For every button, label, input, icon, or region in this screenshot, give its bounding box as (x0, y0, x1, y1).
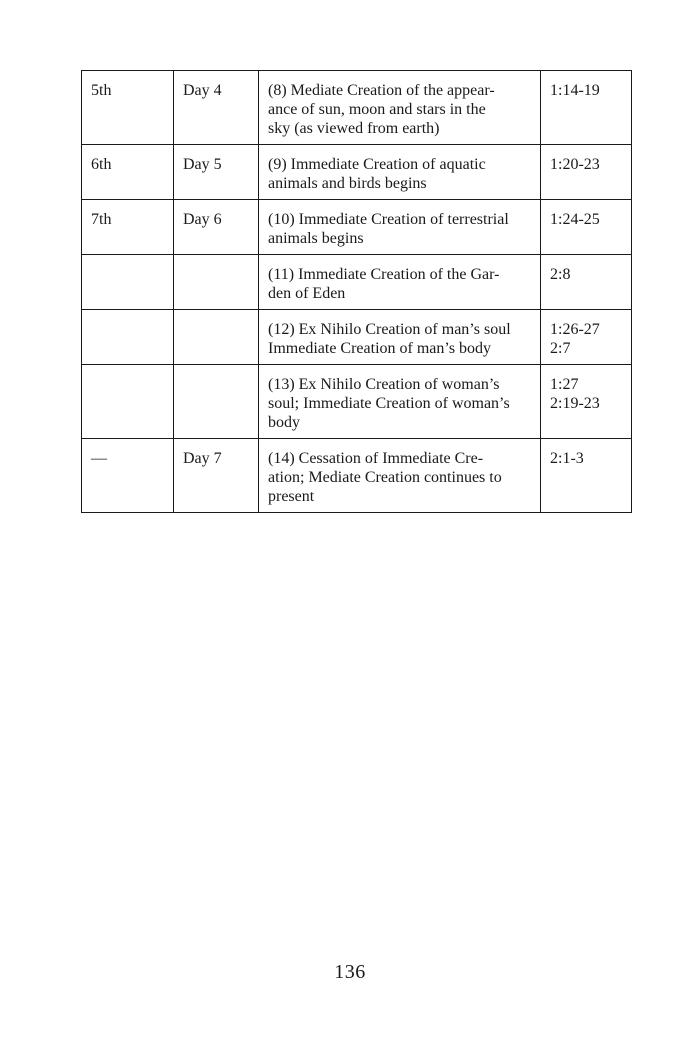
day-cell (174, 255, 259, 310)
day-cell (174, 365, 259, 439)
event-cell (259, 310, 541, 365)
event-line: ance of sun, moon and stars in the (268, 101, 486, 118)
table-row (82, 71, 632, 145)
event-line: Immediate Creation of man’s body (268, 340, 492, 357)
event-cell (259, 365, 541, 439)
reference-line: 1:14-19 (550, 82, 600, 99)
event-line: den of Eden (268, 285, 346, 302)
table-row (82, 365, 632, 439)
reference-cell (541, 71, 632, 145)
day-cell (174, 310, 259, 365)
day-cell: Day 7 (174, 439, 259, 513)
reference-line: 1:20-23 (550, 156, 600, 173)
reference-line: 1:24-25 (550, 211, 600, 228)
event-cell (259, 200, 541, 255)
reference-cell (541, 145, 632, 200)
reference-cell (541, 310, 632, 365)
day-cell: Day 5 (174, 145, 259, 200)
event-cell (259, 145, 541, 200)
reference-line: 2:7 (550, 340, 571, 357)
page-number: 136 (334, 961, 366, 983)
reference-cell (541, 200, 632, 255)
event-cell (259, 439, 541, 513)
creation-table (81, 70, 632, 513)
event-cell (259, 255, 541, 310)
event-line: soul; Immediate Creation of woman’s (268, 395, 510, 412)
reference-cell (541, 255, 632, 310)
event-line: body (268, 414, 300, 431)
period-cell: 5th (82, 71, 174, 145)
period-cell (82, 365, 174, 439)
event-line: (14) Cessation of Immediate Cre- (268, 450, 484, 467)
reference-line: 2:8 (550, 266, 571, 283)
event-line: (8) Mediate Creation of the appear- (268, 82, 495, 99)
event-line: present (268, 488, 315, 505)
event-line: animals begins (268, 230, 364, 247)
table-row (82, 439, 632, 513)
day-cell: Day 6 (174, 200, 259, 255)
period-cell (82, 310, 174, 365)
table-row (82, 310, 632, 365)
day-cell: Day 4 (174, 71, 259, 145)
table-row (82, 145, 632, 200)
event-line: (11) Immediate Creation of the Gar- (268, 266, 500, 283)
reference-cell (541, 365, 632, 439)
reference-line: 1:26-27 (550, 321, 600, 338)
reference-line: 2:1-3 (550, 450, 584, 467)
event-line: (13) Ex Nihilo Creation of woman’s (268, 376, 500, 393)
event-cell (259, 71, 541, 145)
reference-cell (541, 439, 632, 513)
table-row (82, 200, 632, 255)
period-cell: 6th (82, 145, 174, 200)
table-row (82, 255, 632, 310)
creation-table-body (82, 71, 632, 513)
event-line: (10) Immediate Creation of terrestrial (268, 211, 509, 228)
reference-line: 1:27 (550, 376, 579, 393)
event-line: ation; Mediate Creation continues to (268, 469, 502, 486)
reference-line: 2:19-23 (550, 395, 600, 412)
period-cell: 7th (82, 200, 174, 255)
period-cell: — (82, 439, 174, 513)
event-line: (12) Ex Nihilo Creation of man’s soul (268, 321, 511, 338)
event-line: (9) Immediate Creation of aquatic (268, 156, 486, 173)
period-cell (82, 255, 174, 310)
event-line: sky (as viewed from earth) (268, 120, 440, 137)
event-line: animals and birds begins (268, 175, 427, 192)
